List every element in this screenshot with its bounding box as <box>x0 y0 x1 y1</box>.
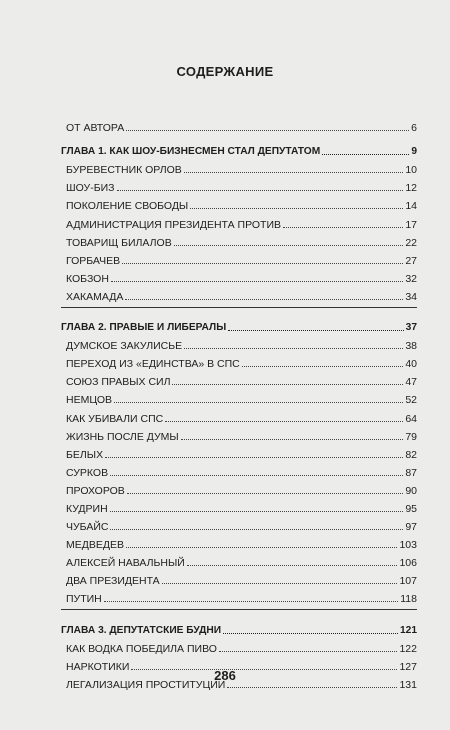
chapter-divider <box>61 307 417 316</box>
toc-entry-page: 17 <box>405 218 417 231</box>
toc-entry-page: 12 <box>405 182 417 195</box>
toc-entry-page: 32 <box>405 272 417 285</box>
toc-entry <box>61 515 417 533</box>
toc-entry <box>61 461 417 479</box>
toc-entry <box>61 370 417 388</box>
toc-entry <box>61 388 417 406</box>
toc-entry <box>61 116 417 134</box>
dot-leader <box>117 190 404 191</box>
toc-entry-page: 22 <box>405 236 417 249</box>
toc-entry-page: 38 <box>405 340 417 353</box>
toc-entry-title: БЕЛЫХ <box>66 448 104 461</box>
toc-entry-title: ОТ АВТОРА <box>66 122 125 135</box>
toc-entry <box>61 406 417 424</box>
toc-entry-title: КУДРИН <box>66 502 108 515</box>
toc-chapter-page: 37 <box>405 322 417 334</box>
toc-chapter-title: ГЛАВА 3. ДЕПУТАТСКИЕ БУДНИ <box>61 624 222 636</box>
toc-entry-title: ШОУ-БИЗ <box>66 182 115 195</box>
toc-entry-page: 27 <box>405 254 417 267</box>
toc-chapter <box>61 618 417 636</box>
toc-entry-title: ТОВАРИЩ БИЛАЛОВ <box>66 236 172 249</box>
toc-entry-page: 10 <box>405 164 417 177</box>
dot-leader <box>127 493 404 494</box>
toc-entry-page: 127 <box>399 660 417 673</box>
dot-leader <box>190 208 403 209</box>
toc-entry <box>61 443 417 461</box>
toc-entry-title: ПОКОЛЕНИЕ СВОБОДЫ <box>66 200 189 213</box>
toc-entry-title: ЛЕГАЛИЗАЦИЯ ПРОСТИТУЦИИ <box>66 678 226 691</box>
toc-entry <box>61 479 417 497</box>
toc-chapter-title: ГЛАВА 2. ПРАВЫЕ И ЛИБЕРАЛЫ <box>61 322 227 334</box>
dot-leader <box>283 227 403 228</box>
toc-entry-title: СОЮЗ ПРАВЫХ СИЛ <box>66 376 171 389</box>
toc-chapter-title: ГЛАВА 1. КАК ШОУ-БИЗНЕСМЕН СТАЛ ДЕПУТАТОМ <box>61 146 321 158</box>
toc-entry-page: 40 <box>405 358 417 371</box>
toc-entry-page: 64 <box>405 412 417 425</box>
toc-entry <box>61 231 417 249</box>
toc-entry-title: ПЕРЕХОД ИЗ «ЕДИНСТВА» В СПС <box>66 358 240 371</box>
toc-entry-title: КОБЗОН <box>66 272 109 285</box>
toc-entry-page: 82 <box>405 448 417 461</box>
toc-entry-title: АДМИНИСТРАЦИЯ ПРЕЗИДЕНТА ПРОТИВ <box>66 218 281 231</box>
toc-entry <box>61 551 417 569</box>
table-of-contents <box>61 116 417 691</box>
dot-leader <box>126 130 409 131</box>
toc-entry-title: ПУТИН <box>66 593 102 606</box>
toc-entry-title: ДВА ПРЕЗИДЕНТА <box>66 575 160 588</box>
page-number: 286 <box>214 668 236 683</box>
dot-leader <box>181 439 404 440</box>
dot-leader <box>110 511 404 512</box>
toc-entry <box>61 176 417 194</box>
dot-leader <box>322 154 409 155</box>
toc-entry <box>61 212 417 230</box>
toc-entry-page: 79 <box>405 430 417 443</box>
dot-leader <box>125 299 403 300</box>
toc-entry-page: 107 <box>399 575 417 588</box>
toc-entry <box>61 425 417 443</box>
toc-entry-title: НЕМЦОВ <box>66 394 113 407</box>
toc-entry-title: ХАКАМАДА <box>66 290 124 303</box>
toc-entry <box>61 569 417 587</box>
toc-entry-page: 103 <box>399 539 417 552</box>
dot-leader <box>162 583 398 584</box>
dot-leader <box>165 421 403 422</box>
toc-entry <box>61 194 417 212</box>
toc-entry-page: 122 <box>399 642 417 655</box>
toc-entry-page: 118 <box>400 593 417 606</box>
toc-entry <box>61 158 417 176</box>
toc-chapter-page: 121 <box>400 624 417 636</box>
toc-entry-title: КАК УБИВАЛИ СПС <box>66 412 164 425</box>
toc-entry <box>61 334 417 352</box>
toc-entry-title: СУРКОВ <box>66 466 109 479</box>
toc-chapter-page: 9 <box>411 146 417 158</box>
toc-entry-title: ГОРБАЧЕВ <box>66 254 121 267</box>
dot-leader <box>110 475 403 476</box>
toc-entry-page: 90 <box>405 484 417 497</box>
toc-entry-page: 97 <box>405 521 417 534</box>
toc-entry <box>61 285 417 303</box>
toc-entry-title: ЧУБАЙС <box>66 521 109 534</box>
toc-entry-title: ЖИЗНЬ ПОСЛЕ ДУМЫ <box>66 430 179 443</box>
dot-leader <box>110 529 403 530</box>
dot-leader <box>219 651 398 652</box>
dot-leader <box>126 547 397 548</box>
toc-entry-title: НАРКОТИКИ <box>66 660 130 673</box>
toc-entry-page: 52 <box>405 394 417 407</box>
toc-entry-page: 34 <box>405 290 417 303</box>
toc-entry-title: ПРОХОРОВ <box>66 484 125 497</box>
dot-leader <box>105 457 403 458</box>
dot-leader <box>187 565 398 566</box>
toc-entry <box>61 533 417 551</box>
toc-entry-title: ДУМСКОЕ ЗАКУЛИСЬЕ <box>66 340 183 353</box>
toc-entry-page: 6 <box>411 122 417 135</box>
toc-entry-title: БУРЕВЕСТНИК ОРЛОВ <box>66 164 182 177</box>
toc-entry <box>61 267 417 285</box>
toc-entry <box>61 637 417 655</box>
dot-leader <box>172 384 403 385</box>
toc-chapter <box>61 140 417 158</box>
dot-leader <box>122 263 403 264</box>
toc-entry-title: МЕДВЕДЕВ <box>66 539 124 552</box>
toc-entry <box>61 249 417 267</box>
toc-entry-title: АЛЕКСЕЙ НАВАЛЬНЫЙ <box>66 557 185 570</box>
toc-entry-page: 47 <box>405 376 417 389</box>
dot-leader <box>184 172 404 173</box>
toc-entry-page: 131 <box>399 678 417 691</box>
dot-leader <box>111 281 403 282</box>
dot-leader <box>223 633 398 634</box>
dot-leader <box>228 330 403 331</box>
dot-leader <box>104 601 398 602</box>
dot-leader <box>114 402 403 403</box>
dot-leader <box>184 348 403 349</box>
toc-entry <box>61 352 417 370</box>
toc-chapter <box>61 316 417 334</box>
chapter-divider <box>61 609 417 618</box>
toc-entry-page: 95 <box>405 502 417 515</box>
toc-entry-page: 87 <box>405 466 417 479</box>
toc-entry <box>61 587 417 605</box>
dot-leader <box>242 366 404 367</box>
page-title: СОДЕРЖАНИЕ <box>176 64 274 79</box>
dot-leader <box>174 245 404 246</box>
toc-entry-page: 14 <box>405 200 417 213</box>
dot-leader <box>227 687 397 688</box>
toc-entry-title: КАК ВОДКА ПОБЕДИЛА ПИВО <box>66 642 217 655</box>
toc-entry <box>61 497 417 515</box>
toc-entry-page: 106 <box>399 557 417 570</box>
